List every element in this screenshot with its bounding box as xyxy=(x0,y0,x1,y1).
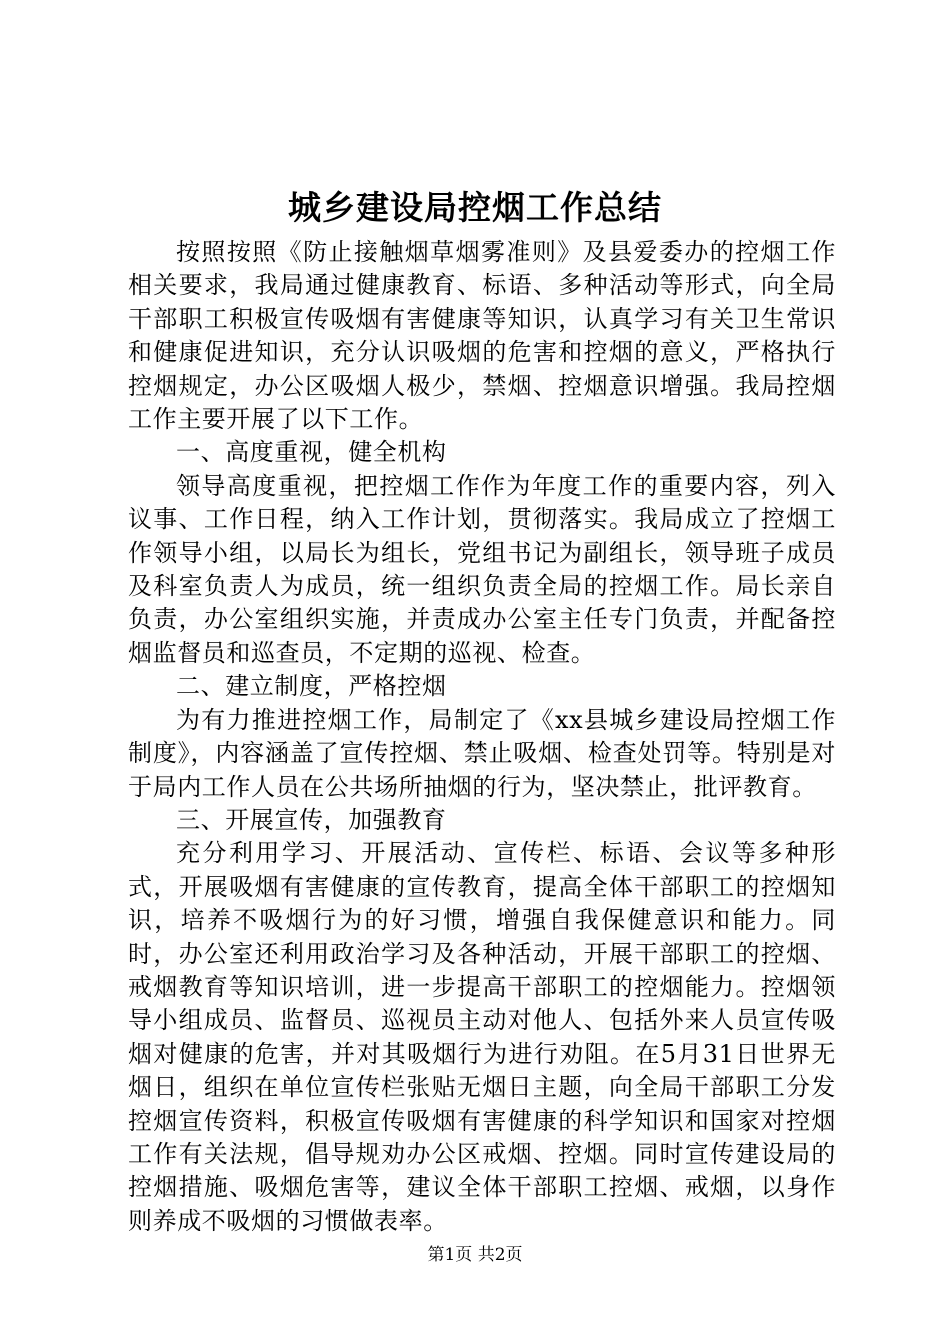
intro-paragraph: 按照按照《防止接触烟草烟雾准则》及县爱委办的控烟工作相关要求，我局通过健康教育、标语、多种活动等形式，向全局干部职工积极宣传吸烟有害健康等知识，认真学习有关卫生常识和健康促进知识，充分认识吸烟的危害和控烟的意义，严格执行控烟规定，办公区吸烟人极少，禁烟、控烟意识增强。我局控烟工作主要开展了以下工作。 xyxy=(128,238,836,434)
section-heading-1: 一、高度重视，健全机构 xyxy=(176,438,447,467)
page-number-footer: 第1页 共2页 xyxy=(427,1245,523,1265)
section-heading-2: 二、建立制度，严格控烟 xyxy=(176,672,447,701)
section-paragraph-2: 为有力推进控烟工作，局制定了《xx县城乡建设局控烟工作制度》，内容涵盖了宣传控烟、禁止吸烟、检查处罚等。特别是对于局内工作人员在公共场所抽烟的行为，坚决禁止，批评教育。 xyxy=(128,705,836,801)
section-paragraph-3: 充分利用学习、开展活动、宣传栏、标语、会议等多种形式，开展吸烟有害健康的宣传教育，提高全体干部职工的控烟知识，培养不吸烟行为的好习惯，增强自我保健意识和能力。同时，办公室还利用政治学习及各种活动，开展干部职工的控烟、戒烟教育等知识培训，进一步提高干部职工的控烟能力。控烟领导小组成员、监督员、巡视员主动对他人、包括外来人员宣传吸烟对健康的危害，并对其吸烟行为进行劝阻。在5月31日世界无烟日，组织在单位宣传栏张贴无烟日主题，向全局干部职工分发控烟宣传资料，积极宣传吸烟有害健康的科学知识和国家对控烟工作有关法规，倡导规劝办公区戒烟、控烟。同时宣传建设局的控烟措施、吸烟危害等，建议全体干部职工控烟、戒烟，以身作则养成不吸烟的习惯做表率。 xyxy=(128,839,836,1235)
document-title: 城乡建设局控烟工作总结 xyxy=(288,188,662,227)
section-paragraph-1: 领导高度重视，把控烟工作作为年度工作的重要内容，列入议事、工作日程，纳入工作计划，贯彻落实。我局成立了控烟工作领导小组，以局长为组长，党组书记为副组长，领导班子成员及科室负责人为成员，统一组织负责全局的控烟工作。局长亲自负责，办公室组织实施，并责成办公室主任专门负责，并配备控烟监督员和巡查员，不定期的巡视、检查。 xyxy=(128,471,836,667)
document-body xyxy=(128,236,836,1238)
section-heading-3: 三、开展宣传，加强教育 xyxy=(176,805,447,834)
